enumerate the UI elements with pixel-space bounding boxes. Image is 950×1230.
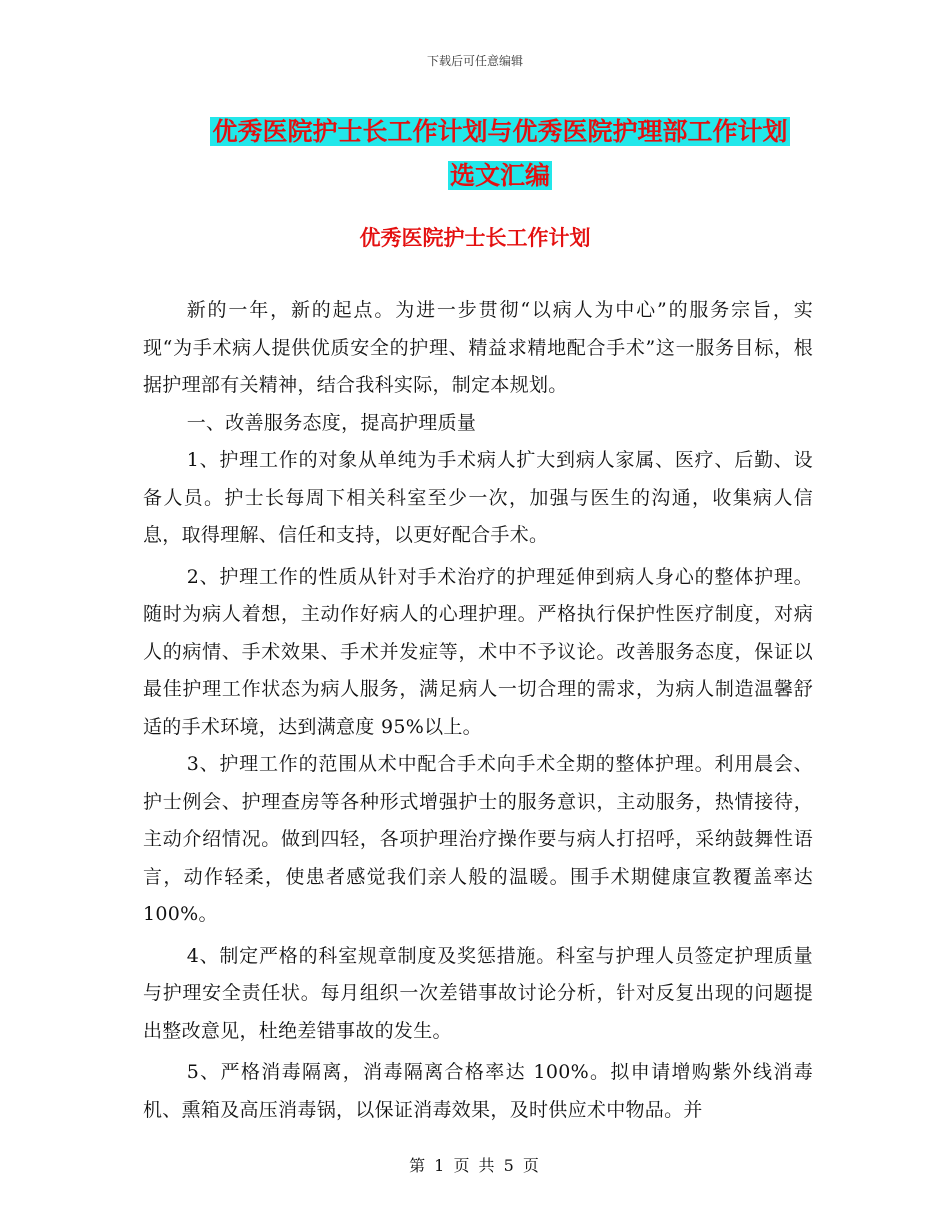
heading-improve-service: 一、改善服务态度，提高护理质量 — [186, 411, 477, 434]
paragraph-item-1: 1、护理工作的对象从单纯为手术病人扩大到病人家属、医疗、后勤、设备人员。护士长每周下相关科室至少一次，加强与医生的沟通，收集病人信息，取得理解、信任和支持，以更好配合手术。 — [143, 449, 813, 546]
paragraph-item-2: 2、护理工作的性质从针对手术治疗的护理延伸到病人身心的整体护理。随时为病人着想，主动作好病人的心理护理。严格执行保护性医疗制度，对病人的病情、手术效果、手术并发症等，术中不予议论。改善服务态度，保证以最佳护理工作状态为病人服务，满足病人一切合理的需求，为病人制造温馨舒适的手术环境，达到满意度 95%以上。 — [143, 565, 813, 738]
header-note: 下载后可任意编辑 — [426, 54, 523, 68]
document-title-line2: 选文汇编 — [449, 161, 550, 190]
document-title-line1: 优秀医院护士长工作计划与优秀医院护理部工作计划 — [212, 117, 788, 146]
section-title: 优秀医院护士长工作计划 — [359, 226, 591, 250]
document-title — [120, 110, 880, 198]
body-text — [143, 292, 813, 1129]
paragraph-item-4: 4、制定严格的科室规章制度及奖惩措施。科室与护理人员签定护理质量与护理安全责任状。每月组织一次差错事故讨论分析，针对反复出现的问题提出整改意见，杜绝差错事故的发生。 — [143, 944, 813, 1042]
page-footer: 第 1 页 共 5 页 — [409, 1156, 541, 1175]
paragraph-item-5: 5、严格消毒隔离，消毒隔离合格率达 100%。拟申请增购紫外线消毒机、熏箱及高压消毒锅，以保证消毒效果，及时供应术中物品。并 — [143, 1061, 813, 1121]
paragraph-item-3: 3、护理工作的范围从术中配合手术向手术全期的整体护理。利用晨会、护士例会、护理查房等各种形式增强护士的服务意识，主动服务，热情接待，主动介绍情况。做到四轻，各项护理治疗操作要与病人打招呼，采纳鼓舞性语言，动作轻柔，使患者感觉我们亲人般的温暖。围手术期健康宣教覆盖率达 100%。 — [143, 753, 813, 925]
paragraph-intro: 新的一年，新的起点。为进一步贯彻“以病人为中心”的服务宗旨，实现“为手术病人提供优质安全的护理、精益求精地配合手术”这一服务目标，根据护理部有关精神，结合我科实际，制定本规划。 — [143, 299, 813, 396]
